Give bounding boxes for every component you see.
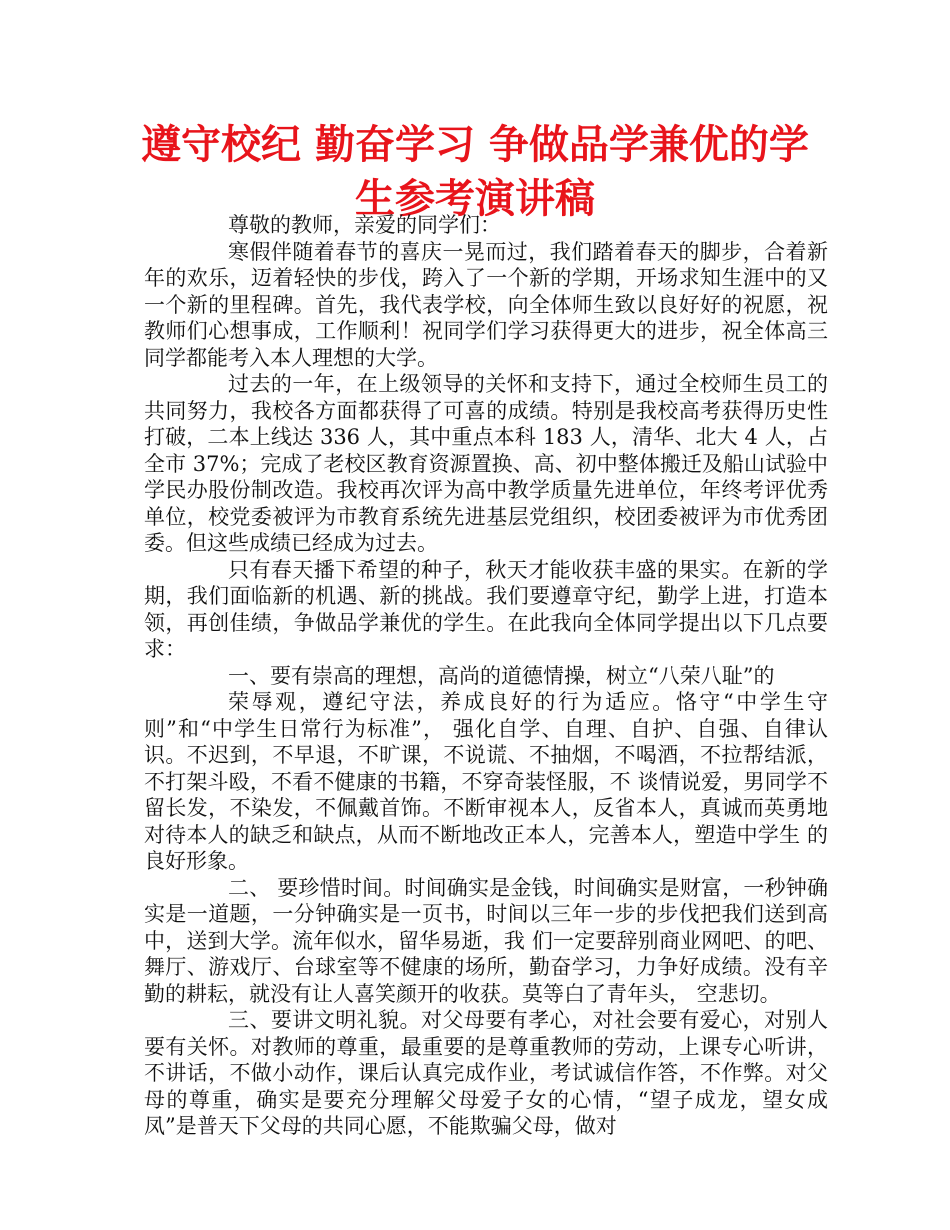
document-title: 遵守校纪 勤奋学习 争做品学兼优的学生参考演讲稿	[141, 122, 809, 222]
paragraph-requirement-1-body: 荣辱观，遵纪守法，养成良好的行为适应。恪守“中学生守则”和“中学生日常行为标准”， 强化自学、自理、自护、自强、自律认识。不迟到，不早退，不旷课，不说谎、不抽烟，不喝酒，不拉帮结派，不打架斗殴，不看不健康的书籍，不穿奇装怪服，不 谈情说爱，男同学不留长发，不染发，不佩戴首饰。不断审视本人，反省本人，真诚而英勇地对待本人的缺乏和缺点，从而不断地改正本人，完善本人，塑造中学生 的良好形象。	[144, 690, 828, 873]
paragraph-intro: 寒假伴随着春节的喜庆一晃而过，我们踏着春天的脚步，合着新年的欢乐，迈着轻快的步伐，跨入了一个新的学期，开场求知生涯中的又一个新的里程碑。首先，我代表学校，向全体师生致以良好好的祝愿，祝教师们心想事成，工作顺利！祝同学们学习获得更大的进步，祝全体高三同学都能考入本人理想的大学。	[144, 239, 828, 370]
paragraph-requirement-1-heading: 一、要有崇高的理想，高尚的道德情操，树立“八荣八耻”的	[228, 663, 775, 688]
paragraph-requirement-2: 二、 要珍惜时间。时间确实是金钱，时间确实是财富，一秒钟确实是一道题，一分钟确实是一页书，时间以三年一步的步伐把我们送到高中，送到大学。流年似水，留华易逝，我 们一定要辞别商业网吧、的吧、舞厅、游戏厅、台球室等不健康的场所，勤奋学习，力争好成绩。没有辛勤的耕耘，就没有让人喜笑颜开的收获。莫等白了青年头， 空悲切。	[144, 875, 828, 1006]
paragraph-new-term: 只有春天播下希望的种子，秋天才能收获丰盛的果实。在新的学期，我们面临新的机遇、新的挑战。我们要遵章守纪，勤学上进，打造本领，再创佳绩，争做品学兼优的学生。在此我向全体同学提出以下几点要求：	[144, 557, 828, 661]
paragraph-past-year: 过去的一年，在上级领导的关怀和支持下，通过全校师生员工的共同努力，我校各方面都获得了可喜的成绩。特别是我校高考获得历史性打破，二本上线达 336 人，其中重点本科 183 人，清华、北大 4 人，占全市 37%；完成了老校区教育资源置换、高、初中整体搬迁及船山试验中学民办股份制改造。我校再次评为高中教学质量先进单位，年终考评优秀单位，校党委被评为市教育系统先进基层党组织，校团委被评为市优秀团委。但这些成绩已经成为过去。	[144, 372, 828, 555]
salutation: 尊敬的教师，亲爱的同学们：	[228, 213, 501, 237]
paragraph-requirement-3: 三、要讲文明礼貌。对父母要有孝心，对社会要有爱心，对别人要有关怀。对教师的尊重，最重要的是尊重教师的劳动，上课专心听讲，不讲话，不做小动作，课后认真完成作业，考试诚信作答，不作弊。对父母的尊重，确实是要充分理解父母爱子女的心情，“望子成龙，望女成凤”是普天下父母的共同心愿，不能欺骗父母，做对	[144, 1008, 828, 1138]
document-body	[144, 212, 828, 1140]
